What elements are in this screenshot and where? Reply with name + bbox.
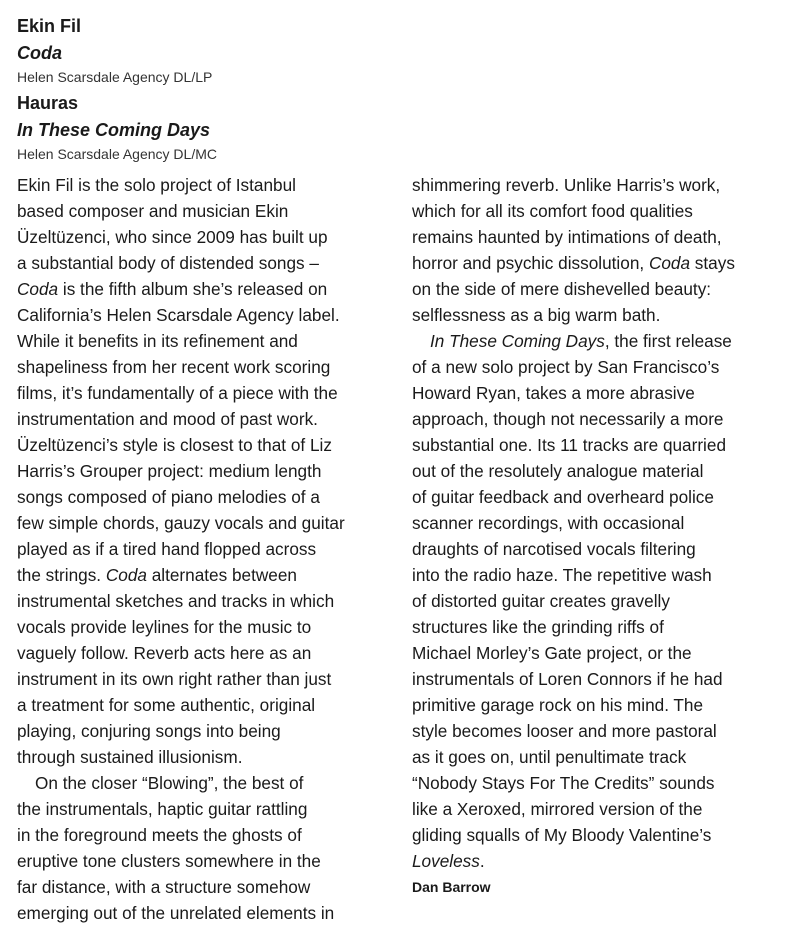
- label-format-2: Helen Scarsdale Agency DL/MC: [17, 146, 217, 162]
- body-text-line: While it benefits in its refinement and: [17, 331, 298, 351]
- body-text-line: eruptive tone clusters somewhere in the: [17, 851, 321, 871]
- body-text-line: Howard Ryan, takes a more abrasive: [412, 383, 695, 403]
- body-text-line: “Nobody Stays For The Credits” sounds: [412, 773, 715, 793]
- body-text-line: gliding squalls of My Bloody Valentine’s: [412, 825, 712, 845]
- italic-title: Coda: [17, 279, 59, 299]
- body-text-line: remains haunted by intimations of death,: [412, 227, 722, 247]
- body-text-line: vaguely follow. Reverb acts here as an: [17, 643, 312, 663]
- body-text-line: Üzeltüzenci, who since 2009 has built up: [17, 227, 328, 247]
- body-text-line: [412, 848, 735, 874]
- body-text-line: Harris’s Grouper project: medium length: [17, 461, 322, 481]
- artist-name-1: Ekin Fil: [17, 16, 82, 36]
- body-text-line: Michael Morley’s Gate project, or the: [412, 643, 692, 663]
- artist-name-2: Hauras: [17, 93, 79, 113]
- line-text: .: [479, 851, 485, 871]
- body-text-line: based composer and musician Ekin: [17, 201, 289, 221]
- body-text-line: films, it’s fundamentally of a piece with the: [17, 383, 338, 403]
- body-text-line: of distorted guitar creates gravelly: [412, 591, 670, 611]
- body-text-line: playing, conjuring songs into being: [17, 721, 281, 741]
- review-body-left-column: [17, 172, 345, 926]
- body-text-line: the instrumentals, haptic guitar rattling: [17, 799, 308, 819]
- body-text-line: a substantial body of distended songs –: [17, 253, 319, 273]
- body-text-line: California’s Helen Scarsdale Agency label.: [17, 305, 340, 325]
- body-text-line: [17, 562, 345, 588]
- label-format-1: Helen Scarsdale Agency DL/LP: [17, 69, 213, 85]
- italic-title: Coda: [105, 565, 147, 585]
- body-text-line: Üzeltüzenci’s style is closest to that of Liz: [17, 435, 332, 455]
- body-text-line: substantial one. Its 11 tracks are quarried: [412, 435, 726, 455]
- body-text-line: like a Xeroxed, mirrored version of the: [412, 799, 703, 819]
- review-header: [17, 12, 437, 166]
- body-text-line: [412, 250, 735, 276]
- body-text-line: out of the resolutely analogue material: [412, 461, 704, 481]
- right-column-lines: [412, 172, 735, 874]
- body-text-line: played as if a tired hand flopped across: [17, 539, 317, 559]
- body-text-line: instrumental sketches and tracks in which: [17, 591, 335, 611]
- body-text-line: style becomes looser and more pastoral: [412, 721, 717, 741]
- line-text: alternates between: [146, 565, 297, 585]
- album-title-1: Coda: [17, 43, 62, 63]
- body-text-line: structures like the grinding riffs of: [412, 617, 664, 637]
- body-text-line: draughts of narcotised vocals filtering: [412, 539, 696, 559]
- line-text: the strings.: [17, 565, 106, 585]
- italic-title: Loveless: [412, 851, 480, 871]
- body-text-line: On the closer “Blowing”, the best of: [35, 773, 304, 793]
- review-body-right-column: [412, 172, 735, 900]
- line-text: , the first release: [604, 331, 732, 351]
- line-text: is the fifth album she’s released on: [58, 279, 328, 299]
- italic-title: In These Coming Days: [430, 331, 605, 351]
- album-title-2: In These Coming Days: [17, 120, 211, 140]
- body-text-line: emerging out of the unrelated elements in: [17, 903, 335, 923]
- body-text-line: into the radio haze. The repetitive wash: [412, 565, 712, 585]
- line-text: horror and psychic dissolution,: [412, 253, 649, 273]
- body-text-line: through sustained illusionism.: [17, 747, 243, 767]
- body-text-line: of guitar feedback and overheard police: [412, 487, 714, 507]
- body-text-line: vocals provide leylines for the music to: [17, 617, 312, 637]
- body-text-line: in the foreground meets the ghosts of: [17, 825, 302, 845]
- italic-title: Coda: [648, 253, 691, 273]
- body-text-line: [17, 276, 345, 302]
- body-text-line: few simple chords, gauzy vocals and guitar: [17, 513, 345, 533]
- line-text: stays: [690, 253, 735, 273]
- body-text-line: instrument in its own right rather than just: [17, 669, 332, 689]
- body-text-line: primitive garage rock on his mind. The: [412, 695, 704, 715]
- body-text-line: far distance, with a structure somehow: [17, 877, 311, 897]
- body-text-line: songs composed of piano melodies of a: [17, 487, 320, 507]
- body-text-line: instrumentation and mood of past work.: [17, 409, 318, 429]
- body-text-line: scanner recordings, with occasional: [412, 513, 685, 533]
- body-text-line: [412, 328, 735, 354]
- body-text-line: instrumentals of Loren Connors if he had: [412, 669, 723, 689]
- body-text-line: approach, though not necessarily a more: [412, 409, 724, 429]
- reviewer-signature: Dan Barrow: [412, 879, 491, 895]
- body-text-line: shimmering reverb. Unlike Harris’s work,: [412, 175, 721, 195]
- body-text-line: selflessness as a big warm bath.: [412, 305, 661, 325]
- body-text-line: which for all its comfort food qualities: [412, 201, 693, 221]
- body-text-line: of a new solo project by San Francisco’s: [412, 357, 720, 377]
- body-text-line: a treatment for some authentic, original: [17, 695, 316, 715]
- body-text-line: Ekin Fil is the solo project of Istanbul: [17, 175, 296, 195]
- body-text-line: on the side of mere dishevelled beauty:: [412, 279, 712, 299]
- body-text-line: shapeliness from her recent work scoring: [17, 357, 331, 377]
- body-text-line: as it goes on, until penultimate track: [412, 747, 687, 767]
